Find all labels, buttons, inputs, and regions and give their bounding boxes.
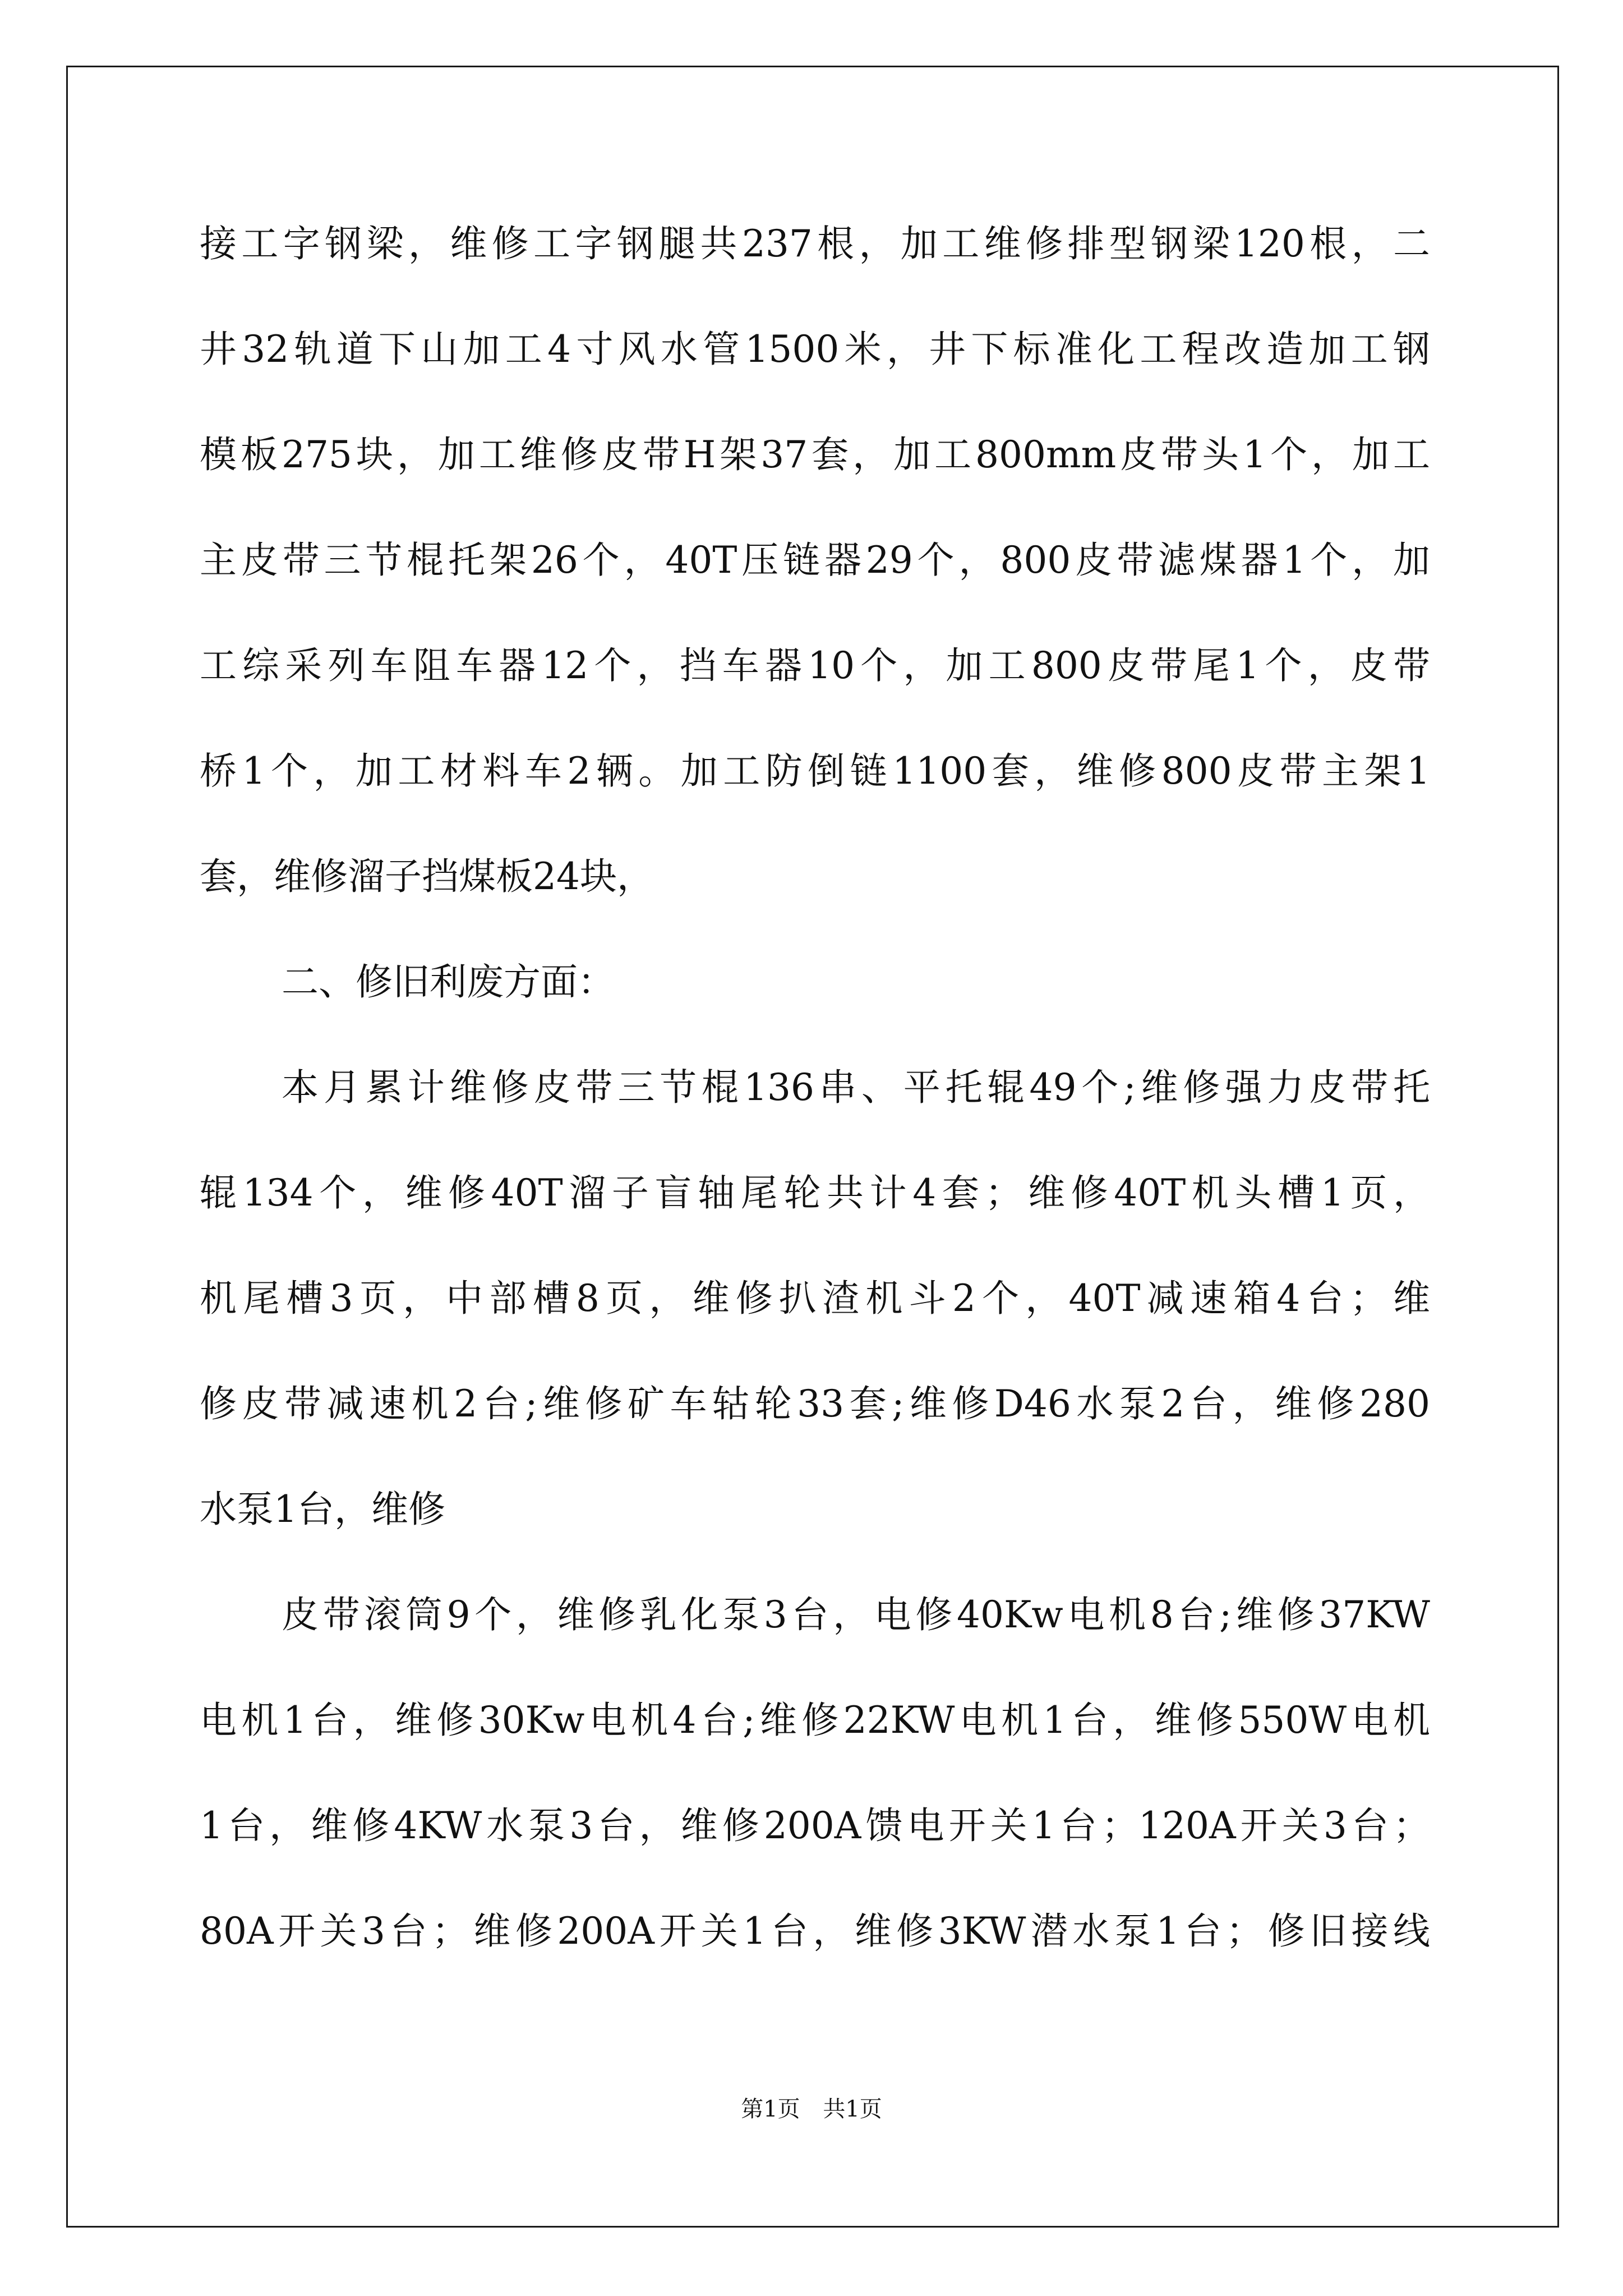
page-number: 第1页	[741, 2096, 800, 2122]
body-line: 电机1台，维修30Kw电机4台;维修22KW电机1台，维修550W电机	[200, 1699, 1430, 1742]
body-line: 辊134个，维修40T溜子盲轴尾轮共计4套；维修40T机头槽1页，	[200, 1171, 1430, 1214]
body-line: 机尾槽3页，中部槽8页，维修扒渣机斗2个，40T减速箱4台；维	[200, 1277, 1430, 1320]
body-line: 80A开关3台；维修200A开关1台，维修3KW潜水泵1台；修旧接线	[200, 1910, 1430, 1953]
body-line: 工综采列车阻车器12个，挡车器10个，加工800皮带尾1个，皮带	[200, 644, 1430, 687]
page-footer	[0, 2092, 1623, 2126]
body-line: 套，维修溜子挡煤板24块，	[200, 855, 654, 898]
body-line: 本月累计维修皮带三节棍136串、平托辊49个;维修强力皮带托	[282, 1066, 1430, 1109]
body-line: 修皮带减速机2台;维修矿车轱轮33套;维修D46水泵2台，维修280	[200, 1382, 1430, 1425]
body-line: 模板275块，加工维修皮带H架37套，加工800mm皮带头1个，加工	[200, 433, 1430, 476]
body-line: 井32轨道下山加工4寸风水管1500米，井下标准化工程改造加工钢	[200, 328, 1430, 371]
section-heading: 二、修旧利废方面：	[282, 960, 615, 1004]
body-line: 1台，维修4KW水泵3台，维修200A馈电开关1台；120A开关3台；	[200, 1804, 1430, 1847]
body-line: 皮带滚筒9个，维修乳化泵3台，电修40Kw电机8台;维修37KW	[282, 1593, 1430, 1636]
body-line: 主皮带三节棍托架26个，40T压链器29个，800皮带滤煤器1个，加	[200, 539, 1430, 582]
body-line: 水泵1台，维修	[200, 1488, 445, 1531]
body-line: 接工字钢梁，维修工字钢腿共237根，加工维修排型钢梁120根，二	[200, 222, 1430, 265]
page-total: 共1页	[823, 2096, 882, 2122]
body-line: 桥1个，加工材料车2辆。加工防倒链1100套，维修800皮带主架1	[200, 749, 1430, 793]
